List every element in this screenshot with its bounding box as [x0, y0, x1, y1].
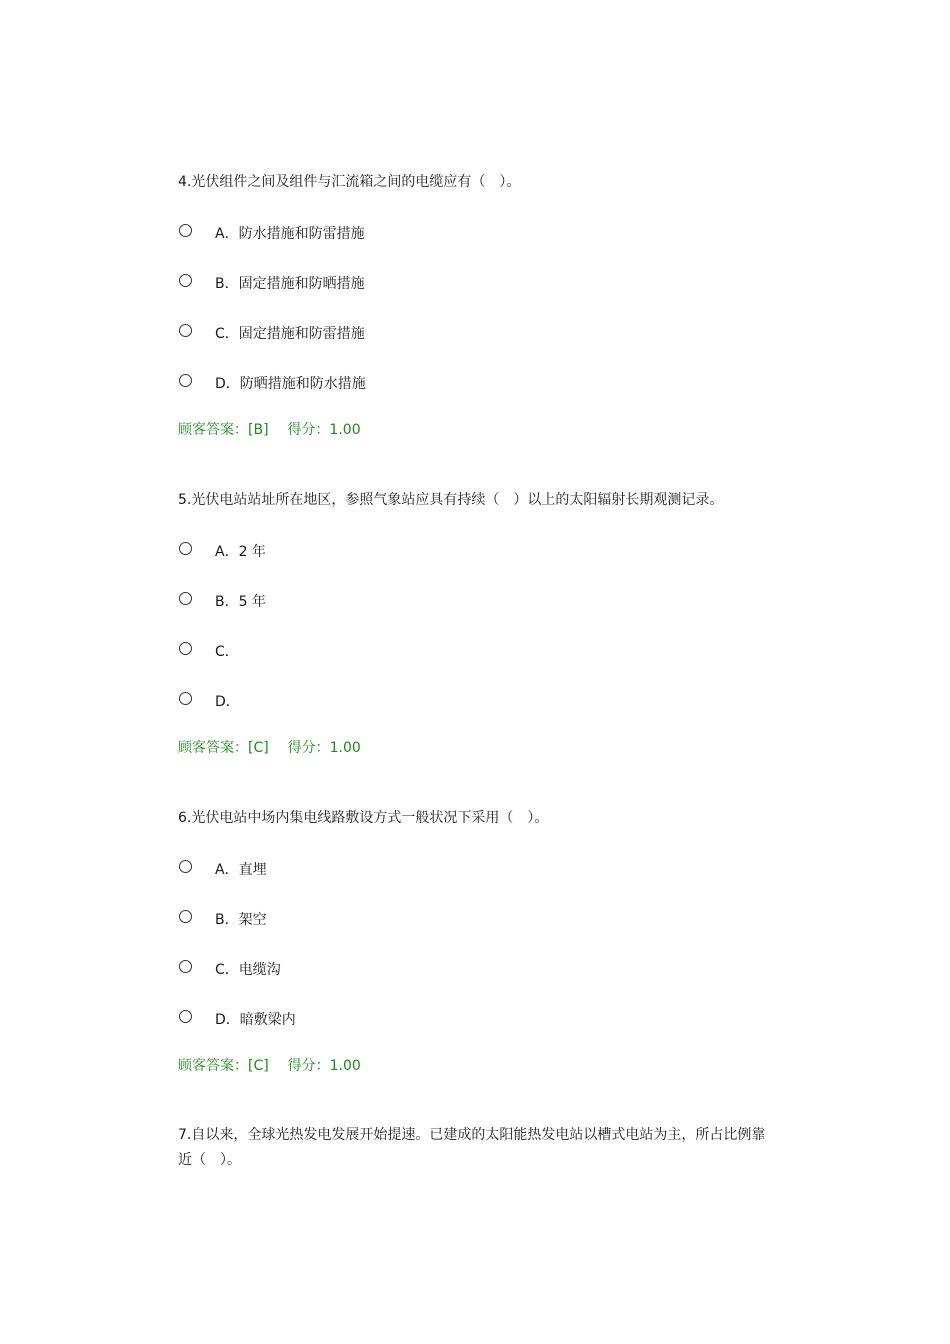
customer-answer: 顾客答案：[C] — [178, 740, 269, 756]
option-a[interactable] — [178, 542, 778, 572]
option-label: A．防水措施和防雷措施 — [215, 226, 365, 242]
answer-line — [178, 1057, 361, 1075]
question-4 — [178, 170, 778, 195]
option-label: C．电缆沟 — [215, 962, 281, 978]
answer-line — [178, 421, 361, 439]
option-c[interactable] — [178, 960, 778, 990]
question-5 — [178, 488, 778, 513]
question-7 — [178, 1123, 773, 1173]
option-label: B．架空 — [215, 912, 267, 928]
question-text: 7.自以来，全球光热发电发展开始提速。已建成的太阳能热发电站以槽式电站为主，所占比例靠近（ ）。 — [178, 1127, 766, 1168]
option-b[interactable] — [178, 910, 778, 940]
radio-button[interactable] — [179, 910, 192, 923]
option-b[interactable] — [178, 274, 778, 304]
customer-answer: 顾客答案：[B] — [178, 422, 269, 438]
option-label: B．固定措施和防晒措施 — [215, 276, 365, 292]
question-text: 6.光伏电站中场内集电线路敷设方式一般状况下采用（ ）。 — [178, 810, 549, 826]
option-label: C． — [215, 644, 239, 660]
option-c[interactable] — [178, 324, 778, 354]
option-c[interactable] — [178, 642, 778, 672]
option-label: A．2 年 — [215, 544, 266, 560]
option-label: C．固定措施和防雷措施 — [215, 326, 365, 342]
option-d[interactable] — [178, 374, 778, 404]
radio-button[interactable] — [179, 692, 192, 705]
score: 得分：1.00 — [287, 740, 361, 756]
score: 得分：1.00 — [287, 422, 361, 438]
radio-button[interactable] — [179, 1010, 192, 1023]
score: 得分：1.00 — [287, 1058, 361, 1074]
option-label: B．5 年 — [215, 594, 266, 610]
option-a[interactable] — [178, 860, 778, 890]
radio-button[interactable] — [179, 224, 192, 237]
radio-button[interactable] — [179, 642, 192, 655]
option-d[interactable] — [178, 692, 778, 722]
option-a[interactable] — [178, 224, 778, 254]
option-label: D．暗敷梁内 — [215, 1012, 296, 1028]
question-text: 5.光伏电站站址所在地区，参照气象站应具有持续（ ）以上的太阳辐射长期观测记录。 — [178, 492, 724, 508]
question-text: 4.光伏组件之间及组件与汇流箱之间的电缆应有（ ）。 — [178, 174, 521, 190]
radio-button[interactable] — [179, 542, 192, 555]
radio-button[interactable] — [179, 374, 192, 387]
option-label: D．防晒措施和防水措施 — [215, 376, 366, 392]
question-6 — [178, 806, 778, 831]
radio-button[interactable] — [179, 592, 192, 605]
option-label: D． — [215, 694, 240, 710]
option-label: A．直埋 — [215, 862, 267, 878]
radio-button[interactable] — [179, 860, 192, 873]
radio-button[interactable] — [179, 960, 192, 973]
option-d[interactable] — [178, 1010, 778, 1040]
radio-button[interactable] — [179, 274, 192, 287]
option-b[interactable] — [178, 592, 778, 622]
radio-button[interactable] — [179, 324, 192, 337]
answer-line — [178, 739, 361, 757]
customer-answer: 顾客答案：[C] — [178, 1058, 269, 1074]
